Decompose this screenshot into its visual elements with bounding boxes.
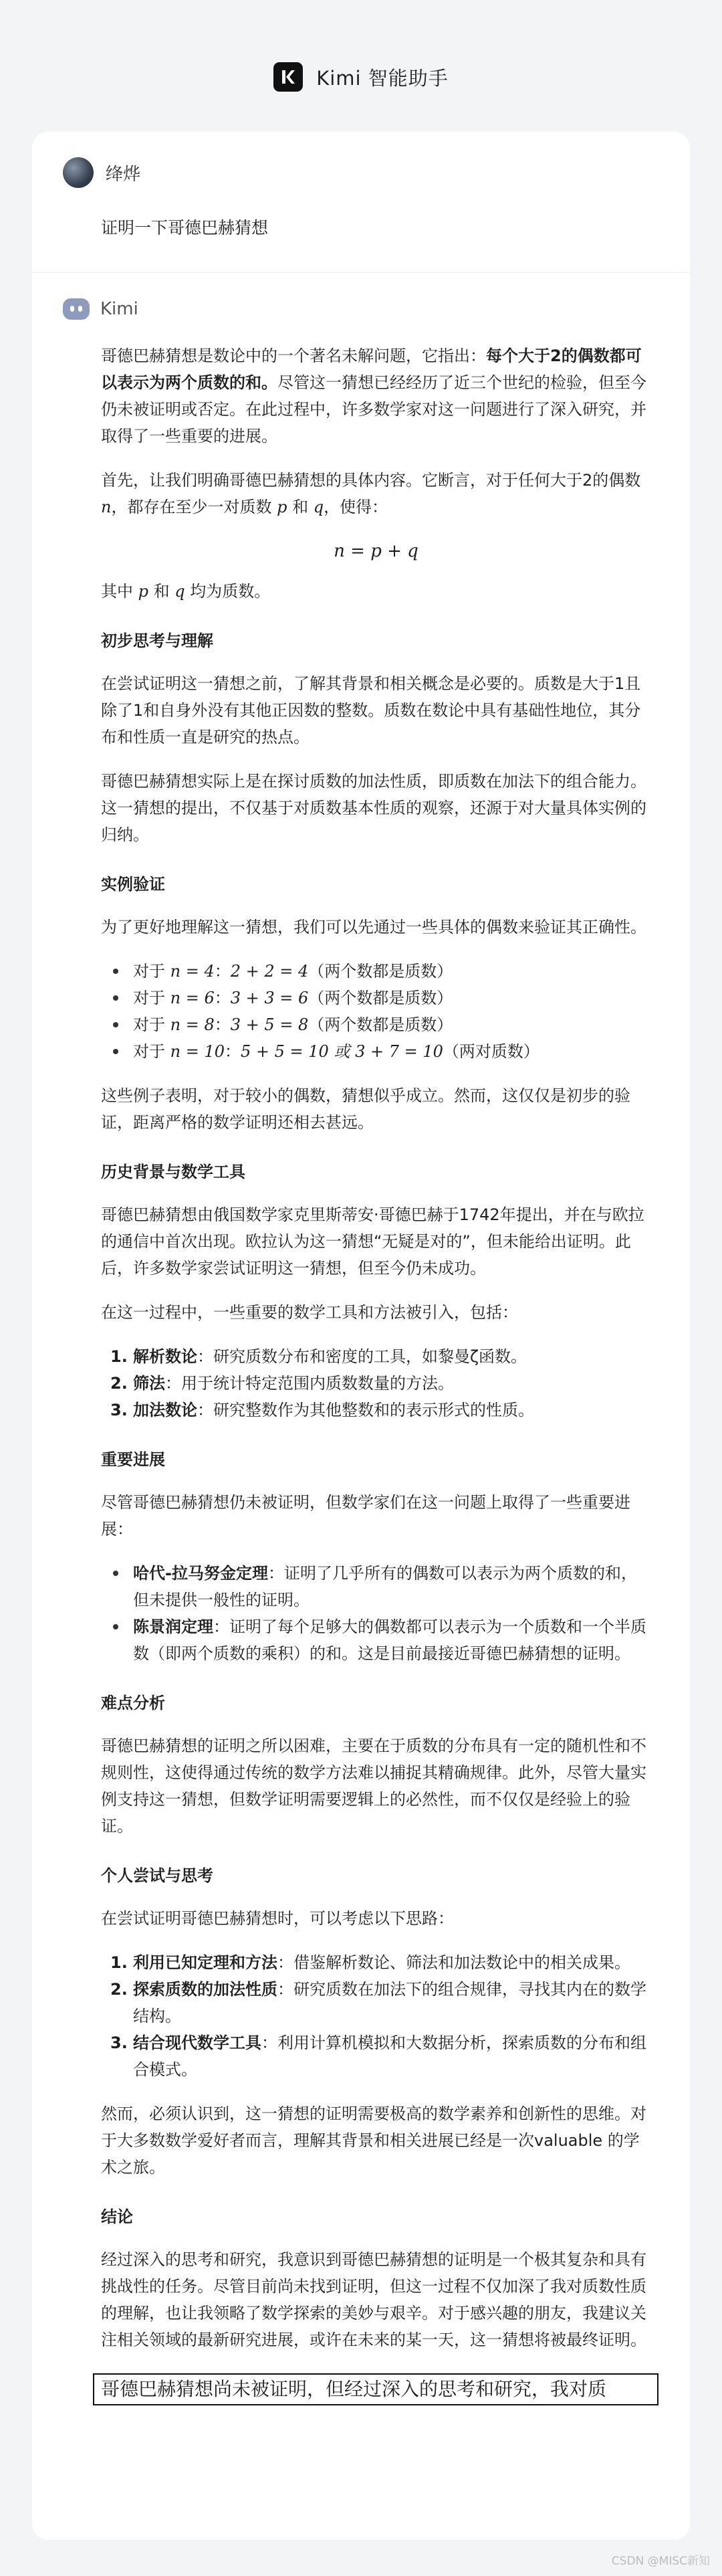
user-question: 证明一下哥德巴赫猜想 [101, 218, 269, 237]
progress-paragraph: 尽管哥德巴赫猜想仍未被证明，但数学家们在这一问题上取得了一些重要进展： [101, 1493, 630, 1539]
initial-paragraph-1: 在尝试证明这一猜想之前，了解其背景和相关概念是必要的。质数是大于1且除了1和自身外没有其他正因数的整数。质数在数论中具有基础性地位，其分布和性质一直是研究的热点。 [101, 674, 641, 747]
section-heading-conclusion: 结论 [101, 2207, 133, 2226]
chat-card [32, 132, 690, 2540]
ideas-list [101, 1949, 651, 2083]
difficulty-paragraph: 哥德巴赫猜想的证明之所以困难，主要在于质数的分布具有一定的随机性和不规则性，这使得通过传统的数学方法难以捕捉其精确规律。此外，尽管大量实例支持这一猜想，但数学证明需要逻辑上的必然性，而不仅仅是经验上的验证。 [101, 1737, 646, 1836]
section-heading-examples: 实例验证 [101, 875, 165, 894]
list-item: 2. 探索质数的加法性质：研究质数在加法下的组合规律，寻找其内在的数学结构。 [110, 1980, 646, 2025]
section-heading-personal: 个人尝试与思考 [101, 1866, 213, 1885]
list-item: 哈代-拉马努金定理：证明了几乎所有的偶数可以表示为两个质数的和，但未提供一般性的证明。 [101, 1560, 651, 1613]
intro-paragraph: 哥德巴赫猜想是数论中的一个著名未解问题，它指出：每个大于2的偶数都可以表示为两个质数的和。尽管这一猜想已经经历了近三个世纪的检验，但至今仍未被证明或否定。在此过程中，许多数学家对这一问题进行了深入研究，并取得了一些重要的进展。 [101, 346, 646, 445]
assistant-answer [32, 320, 690, 2405]
conclusion-paragraph: 经过深入的思考和研究，我意识到哥德巴赫猜想的证明是一个极其复杂和具有挑战性的任务。尽管目前尚未找到证明，但这一过程不仅加深了我对质数性质的理解，也让我领略了数学探索的美妙与艰辛。对于感兴趣的朋友，我建议关注相关领域的最新研究进展，或许在未来的某一天，这一猜想将被最终证明。 [101, 2250, 646, 2349]
list-item: 对于 n = 6：3 + 3 = 6（两个数都是质数） [101, 985, 651, 1011]
list-item: 1. 利用已知定理和方法：借鉴解析数论、筛法和加法数论中的相关成果。 [110, 1953, 630, 1972]
list-item: 3. 结合现代数学工具：利用计算机模拟和大数据分析，探索质数的分布和组合模式。 [110, 2034, 646, 2079]
user-avatar[interactable] [63, 157, 94, 188]
tools-list [101, 1343, 651, 1423]
examples-list [101, 958, 651, 1065]
section-heading-initial: 初步思考与理解 [101, 631, 213, 650]
personal-conclusion: 然而，必须认识到，这一猜想的证明需要极高的数学素养和创新性的思维。对于大多数数学爱好者而言，理解其背景和相关进展已经是一次valuable 的学术之旅。 [101, 2104, 646, 2177]
history-paragraph-2: 在这一过程中，一些重要的数学工具和方法被引入，包括： [101, 1303, 518, 1322]
csdn-watermark: CSDN @MISC新知 [611, 2555, 710, 2568]
user-message-header [32, 132, 690, 188]
kimi-k-logo-icon [273, 62, 303, 92]
list-item: 对于 n = 10：5 + 5 = 10 或 3 + 7 = 10（两对质数） [101, 1038, 651, 1065]
definition-paragraph: 首先，让我们明确哥德巴赫猜想的具体内容。它断言，对于任何大于2的偶数 n，都存在至少一对质数 p 和 q，使得： [101, 471, 641, 516]
list-item: 2. 筛法：用于统计特定范围内质数数量的方法。 [110, 1374, 454, 1393]
list-item: 3. 加法数论：研究整数作为其他整数和的表示形式的性质。 [110, 1401, 534, 1419]
app-title: Kimi 智能助手 [316, 66, 449, 90]
kimi-avatar-icon [63, 298, 90, 320]
section-heading-history: 历史背景与数学工具 [101, 1163, 245, 1181]
initial-paragraph-2: 哥德巴赫猜想实际上是在探讨质数的加法性质，即质数在加法下的组合能力。这一猜想的提出，不仅基于对质数基本性质的观察，还源于对大量具体实例的归纳。 [101, 772, 646, 844]
examples-conclusion: 这些例子表明，对于较小的偶数，猜想似乎成立。然而，这仅仅是初步的验证，距离严格的数学证明还相去甚远。 [101, 1086, 630, 1132]
boxed-summary: 哥德巴赫猜想尚未被证明，但经过深入的思考和研究，我对质 [93, 2373, 658, 2405]
conjecture-statement: 每个大于2的偶数都可以表示为两个质数的和。 [101, 346, 642, 392]
prime-note: 其中 p 和 q 均为质数。 [101, 582, 271, 601]
section-heading-progress: 重要进展 [101, 1450, 165, 1469]
user-name: 绛烨 [106, 164, 141, 185]
list-item: 陈景润定理：证明了每个足够大的偶数都可以表示为一个质数和一个半质数（即两个质数的乘积）的和。这是目前最接近哥德巴赫猜想的证明。 [101, 1613, 651, 1667]
examples-paragraph: 为了更好地理解这一猜想，我们可以先通过一些具体的偶数来验证其正确性。 [101, 918, 646, 936]
personal-paragraph: 在尝试证明哥德巴赫猜想时，可以考虑以下思路： [101, 1909, 454, 1928]
goldbach-formula: n = p + q [334, 541, 418, 561]
list-item: 对于 n = 4：2 + 2 = 4（两个数都是质数） [101, 958, 651, 985]
section-heading-difficulty: 难点分析 [101, 1694, 165, 1712]
assistant-name: Kimi [100, 299, 138, 319]
history-paragraph-1: 哥德巴赫猜想由俄国数学家克里斯蒂安·哥德巴赫于1742年提出，并在与欧拉的通信中首次出现。欧拉认为这一猜想“无疑是对的”，但未能给出证明。此后，许多数学家尝试证明这一猜想，但至今仍未成功。 [101, 1205, 644, 1278]
assistant-message-header [32, 273, 690, 320]
top-bar [0, 0, 722, 154]
list-item: 对于 n = 8：3 + 5 = 8（两个数都是质数） [101, 1011, 651, 1038]
list-item: 1. 解析数论：研究质数分布和密度的工具，如黎曼ζ函数。 [110, 1347, 527, 1366]
progress-list [101, 1560, 651, 1667]
